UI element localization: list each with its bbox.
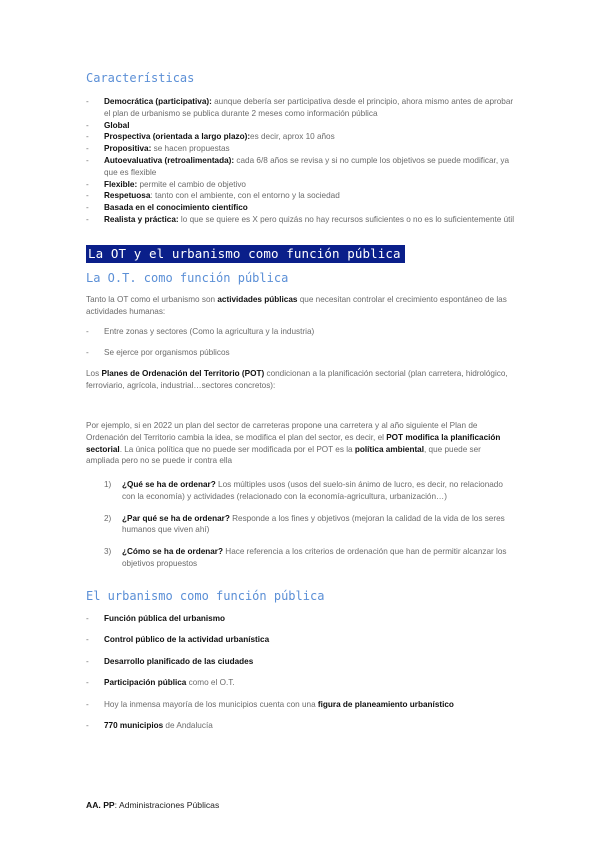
intro-paragraph: Tanto la OT como el urbanismo son actividades públicas que necesitan controlar el crecimiento espontáneo de las actividades humanas: (86, 295, 507, 316)
list-item: - Entre zonas y sectores (Como la agricultura y la industria) (86, 326, 516, 338)
list-item: - Control público de la actividad urbanística (86, 634, 516, 646)
list-item: - Democrática (participativa): aunque debería ser participativa desde el principio, ahora mismo antes de aprobar el plan de urbanismo se publica durante 2 meses como información pública (86, 96, 516, 120)
list-item: - Propositiva: se hacen propuestas (86, 143, 516, 155)
urbanismo-heading: El urbanismo como función pública (86, 589, 325, 603)
list-item: - Desarrollo planificado de las ciudades (86, 656, 516, 668)
planes-paragraph: Los Planes de Ordenación del Territorio (POT) condicionan a la planificación sectorial (plan carretera, hidrológico, ferroviario, agrícola, industrial…sectores concretos): (86, 369, 508, 390)
list-item: - Prospectiva (orientada a largo plazo):es decir, aprox 10 años (86, 131, 516, 143)
list-item: - Basada en el conocimiento científico (86, 202, 516, 214)
list-item: - Flexible: permite el cambio de objetivo (86, 179, 516, 191)
footer-note: AA. PP: Administraciones Públicas (86, 800, 220, 810)
caracteristicas-heading: Características (86, 71, 195, 85)
list-item: - Global (86, 120, 516, 132)
intro-list (86, 326, 516, 369)
section-banner-title: La OT y el urbanismo como función pública (86, 245, 405, 263)
ejemplo-paragraph: Por ejemplo, si en 2022 un plan del sector de carreteras propone una carretera y al año siguiente el Plan de Ordenación del Territorio cambia la idea, se modifica el plan del sector, es decir, el POT modifica la planificación sectorial. La única política que no puede ser modificada por el POT es la política ambiental, que puede ser ampliada pero no se puede ir contra ella (86, 421, 501, 466)
list-item: 3) ¿Cómo se ha de ordenar? Hace referencia a los criterios de ordenación que han de permitir alcanzar los objetivos propuestos (104, 547, 507, 568)
list-item: 1) ¿Qué se ha de ordenar? Los múltiples usos (usos del suelo-sin ánimo de lucro, es decir, no relacionado con la economía) y actividades (relacionado con la economía-agricultura, urbanización…) (104, 480, 503, 501)
preguntas-list (104, 479, 514, 580)
caracteristicas-list (86, 96, 516, 226)
list-item: - Respetuosa: tanto con el ambiente, con el entorno y la sociedad (86, 190, 516, 202)
list-item: 2) ¿Par qué se ha de ordenar? Responde a los fines y objetivos (mejoran la calidad de la vida de los seres humanos que viven ahí) (104, 513, 505, 535)
list-item: - Se ejerce por organismos públicos (86, 347, 516, 359)
list-item: - 770 municipios de Andalucía (86, 720, 516, 732)
list-item: - Participación pública como el O.T. (86, 677, 516, 689)
list-item: - Autoevaluativa (retroalimentada): cada 6/8 años se revisa y si no cumple los objetivos se puede modificar, ya que es flexible (86, 155, 516, 179)
urbanismo-list (86, 613, 516, 741)
list-item: - Hoy la inmensa mayoría de los municipios cuenta con una figura de planeamiento urbanístico (86, 699, 516, 711)
list-item: - Función pública del urbanismo (86, 613, 516, 625)
ot-heading: La O.T. como función pública (86, 271, 289, 285)
list-item: - Realista y práctica: lo que se quiere es X pero quizás no hay recursos suficientes o no es lo suficientemente útil (86, 214, 516, 226)
